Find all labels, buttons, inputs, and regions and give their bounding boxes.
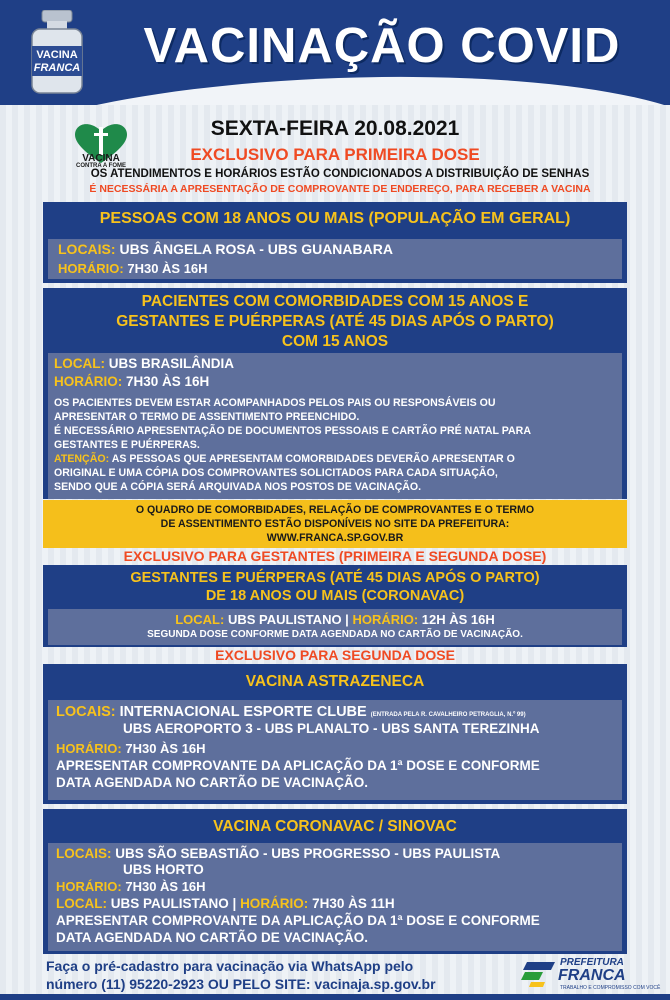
section5-horario2-label: HORÁRIO:	[240, 896, 309, 911]
section3-title-1: GESTANTES E PUÉRPERAS (ATÉ 45 DIAS APÓS O PARTO)	[130, 570, 540, 586]
section4-locais-value-1: INTERNACIONAL ESPORTE CLUBE	[119, 704, 367, 720]
section2-note-7: SENDO QUE A CÓPIA SERÁ ARQUIVADA NOS POSTOS DE VACINAÇÃO.	[54, 481, 422, 493]
section2-title-3: COM 15 ANOS	[281, 333, 389, 350]
section5-locais-label: LOCAIS:	[56, 846, 112, 861]
section2-details	[48, 353, 622, 499]
page-title: VACINAÇÃO COVID	[143, 19, 621, 73]
section2-note-6: ORIGINAL E UMA CÓPIA DOS COMPROVANTES SOLICITADOS PARA CADA SITUAÇÃO,	[54, 467, 498, 479]
section5-local-label: LOCAL:	[56, 896, 107, 911]
section4-horario-value: 7H30 ÀS 16H	[125, 741, 206, 756]
vial-label-2: FRANCA	[33, 62, 81, 74]
section2-local-label: LOCAL:	[54, 356, 105, 371]
section5-details	[48, 843, 622, 951]
section2-local-value: UBS BRASILÂNDIA	[108, 356, 235, 371]
section2-note-2: APRESENTAR O TERMO DE ASSENTIMENTO PREENCHIDO.	[54, 411, 360, 423]
franca-label: FRANCA	[558, 967, 626, 984]
section5-horario-value: 7H30 ÀS 16H	[125, 879, 206, 894]
address-proof-text: É NECESSÁRIA A APRESENTAÇÃO DE COMPROVANTE DE ENDEREÇO, PARA RECEBER A VACINA	[89, 183, 591, 195]
section2-note-1: OS PACIENTES DEVEM ESTAR ACOMPANHADOS PELOS PAIS OU RESPONSÁVEIS OU	[54, 397, 496, 409]
section1-details	[48, 239, 622, 279]
fome-logo-line1: VACINA	[82, 153, 120, 164]
bottom-bar	[0, 994, 670, 1000]
section-comorbidities	[43, 288, 627, 499]
section5-local-value: UBS PAULISTANO |	[110, 896, 237, 911]
section5-note-2: DATA AGENDADA NO CARTÃO DE VACINAÇÃO.	[56, 930, 368, 945]
info-box-line-2: DE ASSENTIMENTO ESTÃO DISPONÍVEIS NO SITE DA PREFEITURA:	[160, 518, 510, 530]
section3-horario-label: HORÁRIO:	[352, 612, 419, 627]
date-heading: SEXTA-FEIRA 20.08.2021	[210, 117, 460, 140]
section4-locais-value-2: UBS AEROPORTO 3 - UBS PLANALTO - UBS SANTA TEREZINHA	[123, 721, 540, 736]
section4-note-2: DATA AGENDADA NO CARTÃO DE VACINAÇÃO.	[56, 775, 368, 790]
vial-label-1: VACINA	[36, 49, 78, 61]
section5-locais-value-1: UBS SÃO SEBASTIÃO - UBS PROGRESSO - UBS PAULISTA	[115, 846, 501, 861]
section2-horario-value: 7H30 ÀS 16H	[126, 374, 210, 389]
section-pregnant	[43, 565, 627, 647]
section1-title: PESSOAS COM 18 ANOS OU MAIS (POPULAÇÃO EM GERAL)	[99, 210, 571, 227]
info-box	[43, 500, 627, 548]
section3-note: SEGUNDA DOSE CONFORME DATA AGENDADA NO CARTÃO DE VACINAÇÃO.	[147, 629, 523, 640]
exclusive-first-dose: EXCLUSIVO PARA PRIMEIRA DOSE	[190, 145, 480, 164]
section4-locais-label: LOCAIS:	[56, 704, 116, 720]
section1-locais-value: UBS ÂNGELA ROSA - UBS GUANABARA	[119, 241, 393, 257]
section4-note-1: APRESENTAR COMPROVANTE DA APLICAÇÃO DA 1ª DOSE E CONFORME	[56, 758, 540, 773]
prefeitura-franca-logo-icon	[521, 958, 557, 988]
section5-horario-label: HORÁRIO:	[56, 879, 122, 894]
prefeitura-slogan: TRABALHO E COMPROMISSO COM VOCÊ	[560, 985, 661, 991]
section1-horario-value: 7H30 ÀS 16H	[127, 261, 208, 276]
section2-note-5: AS PESSOAS QUE APRESENTAM COMORBIDADES DEVERÃO APRESENTAR O	[111, 453, 515, 465]
info-box-line-1: O QUADRO DE COMORBIDADES, RELAÇÃO DE COMPROVANTES E O TERMO	[135, 504, 535, 516]
section-coronavac	[43, 809, 627, 954]
section2-horario-label: HORÁRIO:	[54, 374, 123, 389]
section5-locais-value-2: UBS HORTO	[123, 862, 204, 877]
conditions-text: OS ATENDIMENTOS E HORÁRIOS ESTÃO CONDICIONADOS A DISTRIBUIÇÃO DE SENHAS	[90, 168, 590, 180]
section1-horario-label: HORÁRIO:	[58, 261, 124, 276]
section3-details	[48, 609, 622, 645]
section3-title-2: DE 18 ANOS OU MAIS (CORONAVAC)	[205, 588, 465, 604]
section2-title-1: PACIENTES COM COMORBIDADES COM 15 ANOS E	[141, 293, 529, 310]
section4-horario-label: HORÁRIO:	[56, 741, 122, 756]
section3-local-value: UBS PAULISTANO |	[227, 612, 349, 627]
section3-local-label: LOCAL:	[175, 612, 225, 627]
section4-locais-small: (ENTRADA PELA R. CAVALHEIRO PETRAGLIA, N.º 99)	[370, 712, 526, 718]
section-astrazeneca	[43, 664, 627, 804]
footer-line-1: Faça o pré-cadastro para vacinação via WhatsApp pelo	[46, 958, 414, 974]
vaccine-vial-logo	[22, 10, 92, 96]
info-box-link[interactable]: WWW.FRANCA.SP.GOV.BR	[266, 532, 404, 544]
prefeitura-label: PREFEITURA	[560, 957, 624, 968]
fome-logo-line2: CONTRA A FOME	[76, 163, 126, 169]
section2-note-3: É NECESSÁRIO APRESENTAÇÃO DE DOCUMENTOS PESSOAIS E CARTÃO PRÉ NATAL PARA	[54, 425, 531, 437]
section3-horario-value: 12H ÀS 16H	[421, 612, 495, 627]
section-general-population	[43, 202, 627, 283]
section1-locais-label: LOCAIS:	[58, 241, 116, 257]
section5-horario2-value: 7H30 ÀS 11H	[312, 896, 395, 911]
section5-title: VACINA CORONAVAC / SINOVAC	[213, 818, 457, 835]
section5-note-1: APRESENTAR COMPROVANTE DA APLICAÇÃO DA 1ª DOSE E CONFORME	[56, 913, 540, 928]
exclusive-second-dose: EXCLUSIVO PARA SEGUNDA DOSE	[215, 647, 455, 663]
section4-details	[48, 700, 622, 800]
section4-title: VACINA ASTRAZENECA	[245, 673, 425, 690]
section2-title-2: GESTANTES E PUÉRPERAS (ATÉ 45 DIAS APÓS O PARTO)	[116, 313, 554, 330]
section2-attention-label: ATENÇÃO:	[54, 453, 110, 465]
section2-note-4: GESTANTES E PUÉRPERAS.	[54, 439, 200, 451]
footer-line-2: número (11) 95220-2923 OU PELO SITE: vacinaja.sp.gov.br	[46, 976, 436, 992]
exclusive-pregnant: EXCLUSIVO PARA GESTANTES (PRIMEIRA E SEGUNDA DOSE)	[123, 548, 547, 564]
